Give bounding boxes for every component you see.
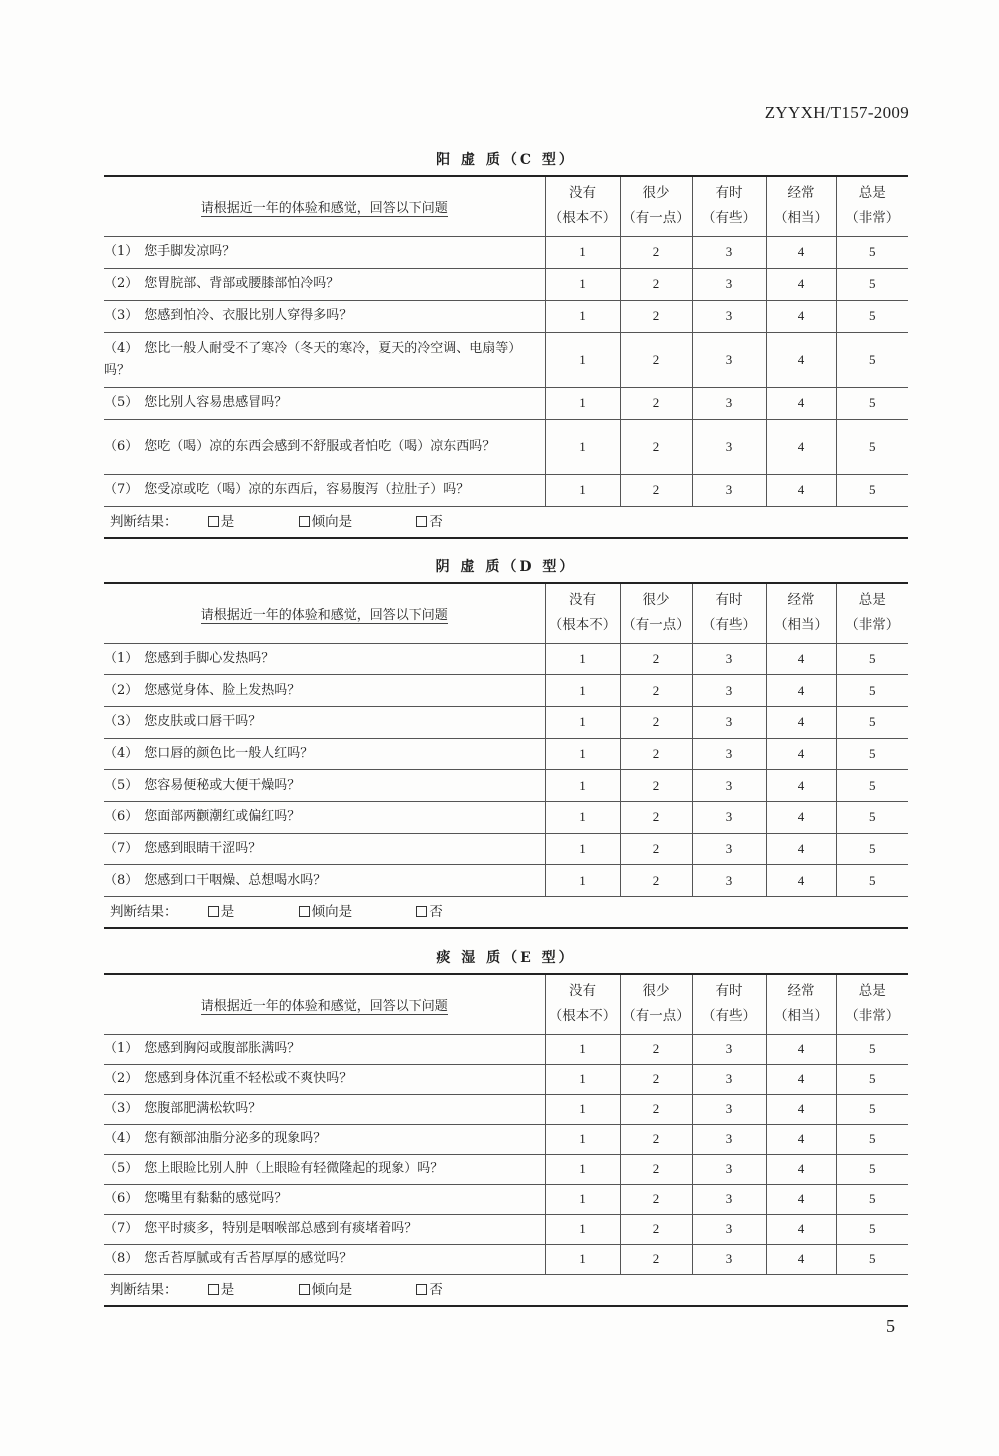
score-cell[interactable]: 3	[692, 770, 766, 802]
score-cell[interactable]: 3	[692, 738, 766, 770]
table-row	[104, 1064, 908, 1094]
questionnaire-table	[104, 582, 908, 897]
questionnaire-table	[104, 175, 908, 507]
option-header-never: 没有 （根本不）	[545, 176, 620, 236]
score-cell[interactable]: 3	[692, 801, 766, 833]
question-header: 请根据近一年的体验和感觉，回答以下问题	[104, 974, 545, 1034]
score-cell[interactable]: 2	[620, 833, 692, 865]
table-row	[104, 1124, 908, 1154]
score-cell[interactable]: 1	[545, 738, 620, 770]
score-cell[interactable]: 2	[620, 300, 692, 332]
score-cell[interactable]: 1	[545, 268, 620, 300]
score-cell[interactable]: 3	[692, 236, 766, 268]
score-cell[interactable]: 2	[620, 738, 692, 770]
score-cell[interactable]: 2	[620, 474, 692, 506]
score-cell[interactable]: 1	[545, 1244, 620, 1274]
question-text: （3） 您感到怕冷、衣服比别人穿得多吗？	[104, 300, 545, 332]
table-header-row	[104, 176, 908, 236]
score-cell[interactable]: 3	[692, 1244, 766, 1274]
score-cell[interactable]: 2	[620, 1124, 692, 1154]
score-cell[interactable]: 5	[836, 738, 908, 770]
table-row	[104, 865, 908, 897]
score-cell[interactable]: 1	[545, 1034, 620, 1064]
score-cell[interactable]: 3	[692, 865, 766, 897]
table-row	[104, 738, 908, 770]
question-header: 请根据近一年的体验和感觉，回答以下问题	[104, 176, 545, 236]
option-header-sometimes: 有时 （有些）	[692, 583, 766, 643]
score-cell[interactable]: 2	[620, 643, 692, 675]
score-cell[interactable]: 4	[766, 419, 836, 474]
table-row	[104, 332, 908, 387]
option-header-never: 没有 （根本不）	[545, 974, 620, 1034]
score-cell[interactable]: 5	[836, 801, 908, 833]
option-header-often: 经常 （相当）	[766, 176, 836, 236]
score-cell[interactable]: 5	[836, 865, 908, 897]
score-cell[interactable]: 2	[620, 1154, 692, 1184]
question-header: 请根据近一年的体验和感觉，回答以下问题	[104, 583, 545, 643]
question-text: （3） 您皮肤或口唇干吗？	[104, 706, 545, 738]
question-text: （8） 您舌苔厚腻或有舌苔厚厚的感觉吗？	[104, 1244, 545, 1274]
score-cell[interactable]: 2	[620, 801, 692, 833]
result-option-no[interactable]: 否	[416, 514, 443, 530]
score-cell[interactable]: 5	[836, 1094, 908, 1124]
checkbox-icon[interactable]	[416, 906, 427, 917]
option-header-rarely: 很少 （有一点）	[620, 176, 692, 236]
question-text: （4） 您口唇的颜色比一般人红吗？	[104, 738, 545, 770]
table-row	[104, 833, 908, 865]
score-cell[interactable]: 3	[692, 1034, 766, 1064]
table-row	[104, 1094, 908, 1124]
score-cell[interactable]: 5	[836, 419, 908, 474]
question-text: （7） 您受凉或吃（喝）凉的东西后，容易腹泻（拉肚子）吗？	[104, 474, 545, 506]
score-cell[interactable]: 2	[620, 706, 692, 738]
checkbox-icon[interactable]	[416, 1284, 427, 1295]
table-row	[104, 706, 908, 738]
score-cell[interactable]: 3	[692, 1094, 766, 1124]
score-cell[interactable]: 5	[836, 387, 908, 419]
score-cell[interactable]: 4	[766, 236, 836, 268]
score-cell[interactable]: 4	[766, 474, 836, 506]
table-row	[104, 1154, 908, 1184]
question-text: （2） 您感觉身体、脸上发热吗？	[104, 675, 545, 707]
score-cell[interactable]: 2	[620, 1034, 692, 1064]
score-cell[interactable]: 3	[692, 1064, 766, 1094]
checkbox-icon[interactable]	[208, 516, 219, 527]
result-option-yes[interactable]: 是	[208, 514, 235, 530]
question-text: （4） 您比一般人耐受不了寒冷（冬天的寒冷，夏天的冷空调、电扇等）吗？	[104, 332, 545, 387]
score-cell[interactable]: 4	[766, 643, 836, 675]
score-cell[interactable]: 5	[836, 1154, 908, 1184]
score-cell[interactable]: 3	[692, 332, 766, 387]
option-header-sometimes: 有时 （有些）	[692, 176, 766, 236]
score-cell[interactable]: 5	[836, 833, 908, 865]
option-header-never: 没有 （根本不）	[545, 583, 620, 643]
score-cell[interactable]: 2	[620, 236, 692, 268]
question-text: （2） 您胃脘部、背部或腰膝部怕冷吗？	[104, 268, 545, 300]
score-cell[interactable]: 1	[545, 801, 620, 833]
score-cell[interactable]: 1	[545, 706, 620, 738]
score-cell[interactable]: 4	[766, 1124, 836, 1154]
checkbox-icon[interactable]	[299, 906, 310, 917]
score-cell[interactable]: 3	[692, 1124, 766, 1154]
score-cell[interactable]: 4	[766, 300, 836, 332]
score-cell[interactable]: 2	[620, 1094, 692, 1124]
question-text: （7） 您平时痰多，特别是咽喉部总感到有痰堵着吗？	[104, 1214, 545, 1244]
score-cell[interactable]: 2	[620, 387, 692, 419]
score-cell[interactable]: 2	[620, 770, 692, 802]
score-cell[interactable]: 2	[620, 268, 692, 300]
score-cell[interactable]: 4	[766, 865, 836, 897]
table-row	[104, 1244, 908, 1274]
score-cell[interactable]: 5	[836, 1034, 908, 1064]
question-text: （8） 您感到口干咽燥、总想喝水吗？	[104, 865, 545, 897]
result-option-yes[interactable]: 是	[208, 904, 235, 920]
score-cell[interactable]: 5	[836, 1244, 908, 1274]
checkbox-icon[interactable]	[208, 1284, 219, 1295]
question-text: （6） 您嘴里有黏黏的感觉吗？	[104, 1184, 545, 1214]
checkbox-icon[interactable]	[299, 516, 310, 527]
judgement-result: 判断结果： 是 倾向是 否	[104, 897, 908, 929]
score-cell[interactable]: 5	[836, 300, 908, 332]
section-title: 阴 虚 质（D 型）	[435, 559, 577, 575]
score-cell[interactable]: 1	[545, 1064, 620, 1094]
score-cell[interactable]: 4	[766, 770, 836, 802]
question-text: （2） 您感到身体沉重不轻松或不爽快吗？	[104, 1064, 545, 1094]
option-header-always: 总是 （非常）	[836, 583, 908, 643]
question-text: （1） 您感到手脚心发热吗？	[104, 643, 545, 675]
questionnaire-table	[104, 973, 908, 1275]
checkbox-icon[interactable]	[416, 516, 427, 527]
result-option-tendency[interactable]: 倾向是	[299, 1282, 353, 1298]
option-header-always: 总是 （非常）	[836, 176, 908, 236]
score-cell[interactable]: 4	[766, 387, 836, 419]
result-option-yes[interactable]: 是	[208, 1282, 235, 1298]
score-cell[interactable]: 5	[836, 643, 908, 675]
score-cell[interactable]: 2	[620, 1244, 692, 1274]
checkbox-icon[interactable]	[299, 1284, 310, 1295]
score-cell[interactable]: 4	[766, 1154, 836, 1184]
table-header-row	[104, 583, 908, 643]
document-code: ZYYXH/T157-2009	[764, 103, 909, 122]
table-row	[104, 387, 908, 419]
judgement-result: 判断结果： 是 倾向是 否	[104, 507, 908, 539]
score-cell[interactable]: 2	[620, 419, 692, 474]
score-cell[interactable]: 5	[836, 1064, 908, 1094]
score-cell[interactable]: 1	[545, 474, 620, 506]
score-cell[interactable]: 1	[545, 1094, 620, 1124]
score-cell[interactable]: 4	[766, 1064, 836, 1094]
score-cell[interactable]: 3	[692, 474, 766, 506]
score-cell[interactable]: 1	[545, 1124, 620, 1154]
checkbox-icon[interactable]	[208, 906, 219, 917]
score-cell[interactable]: 2	[620, 332, 692, 387]
table-row	[104, 643, 908, 675]
section-yang-deficiency	[104, 145, 908, 539]
option-header-often: 经常 （相当）	[766, 583, 836, 643]
score-cell[interactable]: 4	[766, 833, 836, 865]
score-cell[interactable]: 4	[766, 738, 836, 770]
score-cell[interactable]: 2	[620, 1184, 692, 1214]
score-cell[interactable]: 1	[545, 643, 620, 675]
judgement-result: 判断结果： 是 倾向是 否	[104, 1275, 908, 1307]
question-text: （6） 您吃（喝）凉的东西会感到不舒服或者怕吃（喝）凉东西吗？	[104, 419, 545, 474]
question-text: （5） 您上眼睑比别人肿（上眼睑有轻微隆起的现象）吗？	[104, 1154, 545, 1184]
section-title: 痰 湿 质（E 型）	[436, 950, 576, 966]
score-cell[interactable]: 3	[692, 1214, 766, 1244]
option-header-often: 经常 （相当）	[766, 974, 836, 1034]
result-option-no[interactable]: 否	[416, 1282, 443, 1298]
score-cell[interactable]: 3	[692, 675, 766, 707]
score-cell[interactable]: 5	[836, 675, 908, 707]
score-cell[interactable]: 3	[692, 1154, 766, 1184]
score-cell[interactable]: 4	[766, 332, 836, 387]
table-row	[104, 675, 908, 707]
score-cell[interactable]: 4	[766, 706, 836, 738]
score-cell[interactable]: 3	[692, 387, 766, 419]
score-cell[interactable]: 5	[836, 706, 908, 738]
option-header-rarely: 很少 （有一点）	[620, 974, 692, 1034]
score-cell[interactable]: 5	[836, 474, 908, 506]
section-yin-deficiency	[104, 552, 908, 929]
score-cell[interactable]: 1	[545, 865, 620, 897]
score-cell[interactable]: 5	[836, 332, 908, 387]
result-option-tendency[interactable]: 倾向是	[299, 904, 353, 920]
score-cell[interactable]: 4	[766, 675, 836, 707]
score-cell[interactable]: 3	[692, 268, 766, 300]
score-cell[interactable]: 4	[766, 1034, 836, 1064]
score-cell[interactable]: 5	[836, 1184, 908, 1214]
score-cell[interactable]: 3	[692, 706, 766, 738]
score-cell[interactable]: 4	[766, 268, 836, 300]
score-cell[interactable]: 1	[545, 300, 620, 332]
score-cell[interactable]: 1	[545, 833, 620, 865]
score-cell[interactable]: 1	[545, 419, 620, 474]
option-header-rarely: 很少 （有一点）	[620, 583, 692, 643]
score-cell[interactable]: 5	[836, 1124, 908, 1154]
option-header-sometimes: 有时 （有些）	[692, 974, 766, 1034]
result-option-tendency[interactable]: 倾向是	[299, 514, 353, 530]
table-row	[104, 419, 908, 474]
question-text: （5） 您容易便秘或大便干燥吗？	[104, 770, 545, 802]
score-cell[interactable]: 1	[545, 387, 620, 419]
score-cell[interactable]: 4	[766, 1214, 836, 1244]
score-cell[interactable]: 1	[545, 332, 620, 387]
score-cell[interactable]: 2	[620, 1064, 692, 1094]
option-header-always: 总是 （非常）	[836, 974, 908, 1034]
question-text: （1） 您手脚发凉吗？	[104, 236, 545, 268]
table-row	[104, 236, 908, 268]
question-text: （1） 您感到胸闷或腹部胀满吗？	[104, 1034, 545, 1064]
score-cell[interactable]: 2	[620, 1214, 692, 1244]
table-row	[104, 770, 908, 802]
score-cell[interactable]: 1	[545, 675, 620, 707]
score-cell[interactable]: 2	[620, 865, 692, 897]
table-row	[104, 474, 908, 506]
score-cell[interactable]: 3	[692, 833, 766, 865]
score-cell[interactable]: 3	[692, 419, 766, 474]
question-text: （6） 您面部两颧潮红或偏红吗？	[104, 801, 545, 833]
score-cell[interactable]: 5	[836, 268, 908, 300]
question-text: （5） 您比别人容易患感冒吗？	[104, 387, 545, 419]
table-header-row	[104, 974, 908, 1034]
score-cell[interactable]: 5	[836, 770, 908, 802]
score-cell[interactable]: 4	[766, 1184, 836, 1214]
score-cell[interactable]: 3	[692, 643, 766, 675]
score-cell[interactable]: 3	[692, 300, 766, 332]
section-phlegm-dampness	[104, 943, 908, 1307]
question-text: （7） 您感到眼睛干涩吗？	[104, 833, 545, 865]
score-cell[interactable]: 1	[545, 1154, 620, 1184]
table-row	[104, 801, 908, 833]
result-option-no[interactable]: 否	[416, 904, 443, 920]
score-cell[interactable]: 4	[766, 1094, 836, 1124]
score-cell[interactable]: 5	[836, 236, 908, 268]
score-cell[interactable]: 3	[692, 1184, 766, 1214]
table-row	[104, 1184, 908, 1214]
table-row	[104, 1034, 908, 1064]
score-cell[interactable]: 4	[766, 801, 836, 833]
score-cell[interactable]: 5	[836, 1214, 908, 1244]
score-cell[interactable]: 1	[545, 1184, 620, 1214]
question-text: （4） 您有额部油脂分泌多的现象吗？	[104, 1124, 545, 1154]
section-title: 阳 虚 质（C 型）	[436, 152, 576, 168]
table-row	[104, 300, 908, 332]
table-row	[104, 1214, 908, 1244]
question-text: （3） 您腹部肥满松软吗？	[104, 1094, 545, 1124]
table-row	[104, 268, 908, 300]
page-number: 5	[886, 1316, 895, 1336]
score-cell[interactable]: 4	[766, 1244, 836, 1274]
score-cell[interactable]: 1	[545, 1214, 620, 1244]
score-cell[interactable]: 1	[545, 236, 620, 268]
score-cell[interactable]: 2	[620, 675, 692, 707]
score-cell[interactable]: 1	[545, 770, 620, 802]
